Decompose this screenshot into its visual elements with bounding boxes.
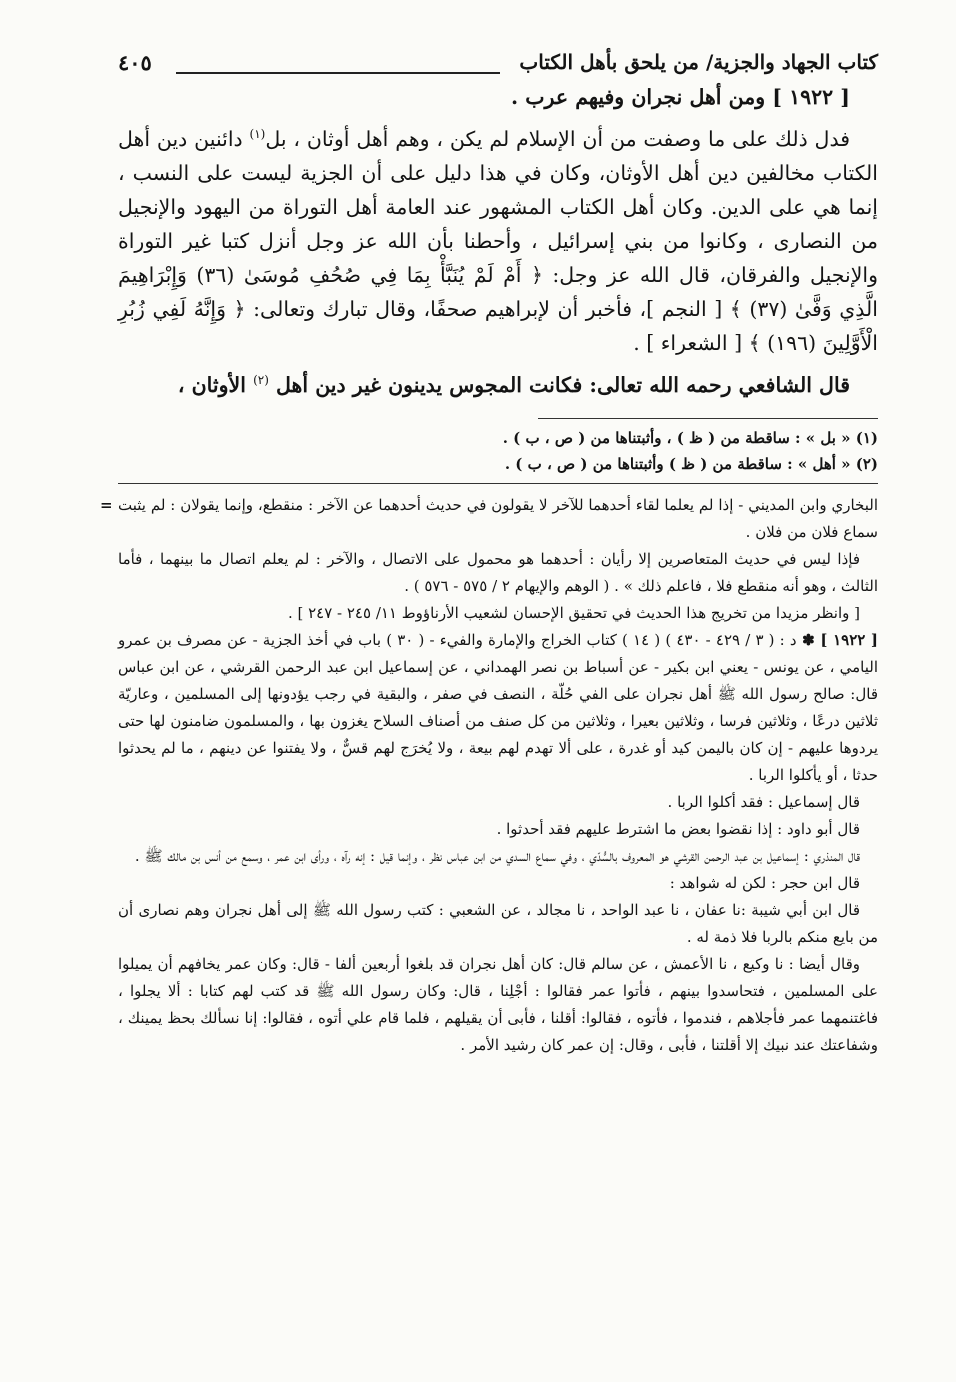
note-text-9: قال ابن أبي شيبة :نا عفان ، نا عبد الواحد ، نا مجالد ، عن الشعبي : كتب رسول الله ﷺ إلى أهل نجران وهم نصارى أن من بايع منكم بالربا فلا ذمة له . bbox=[118, 901, 878, 946]
note-continuation bbox=[100, 492, 879, 546]
hadith-number: [ ١٩٢٢ ] ✽ bbox=[796, 631, 879, 649]
page-number: ٤٠٥ bbox=[118, 50, 152, 75]
footnote-2: (٢) « أهل » : ساقطة من ( ظ ) وأثبتناها من ( ص ، ب ) . bbox=[504, 455, 878, 473]
book-page bbox=[100, 40, 879, 1059]
paragraph-1-part-a: فدل ذلك على ما وصفت من أن الإسلام لم يكن ، وهم أهل أوثان ، بل bbox=[265, 127, 850, 151]
hadith-takhrij bbox=[118, 627, 878, 789]
footnote-rule bbox=[538, 418, 878, 419]
note-text-5: قال إسماعيل : فقد أكلوا الربا . bbox=[667, 793, 860, 811]
note-text-7: قال المنذري : إسماعيل بن عبد الرحمن القرشي هو المعروف بالسُّدّي ، وفي سماع السدي من ابن عباس نظر ، وإنما قيل : إنه رآه ، ورأى ابن عمر ، وسمع من أنس بن مالك ﷺ . bbox=[134, 847, 860, 865]
footnote-ref-2: (٢) bbox=[253, 373, 269, 388]
hadith-heading: [ ١٩٢٢ ] ومن أهل نجران وفيهم عرب . bbox=[510, 85, 850, 109]
note-text-8: قال ابن حجر : لكن له شواهد : bbox=[669, 874, 860, 892]
paragraph-1 bbox=[118, 122, 878, 360]
continuation-mark: = bbox=[100, 496, 113, 514]
note-text-6: قال أبو داود : إذا نقضوا بعض ما اشترط عليهم فقد أحدثوا . bbox=[496, 820, 860, 838]
footnote-ref-1: (١) bbox=[249, 127, 266, 142]
running-header-title: كتاب الجهاد والجزية/ من يلحق بأهل الكتاب bbox=[519, 50, 878, 74]
note-text-1: البخاري وابن المديني - إذا لم يعلما لقاء أحدهما للآخر لا يقولون في حديث أحدهما عن الآخر : منقطع، وإنما يقولان : لم يثبت سماع فلان من فلان . bbox=[118, 496, 879, 541]
notes-separator bbox=[118, 483, 878, 484]
takhrij-text: د : ( ٣ / ٤٢٩ - ٤٣٠ ) ( ١٤ ) كتاب الخراج والإمارة والفيء - ( ٣٠ ) باب في أخذ الجزية - عن مصرف بن عمرو اليامي ، عن يونس - يعني ابن بكير - عن أسباط بن نصر الهمداني ، عن إسماعيل ابن عبد الرحمن القرشي ، عن ابن عباس قال: صالح رسول الله ﷺ أهل نجران على الفي حُلّة ، النصف في صفر ، والبقية في رجب يؤدونها إلى المسلمين ، وعاريّة ثلاثين درعًا ، وثلاثين فرسا ، وثلاثين بعيرا ، وثلاثين من كل صنف من أصناف السلاح يغزون بها ، والمسلمون ضامنون لها حتى يردوها عليهم - إن كان باليمن كيد أو غدرة ، على ألا تهدم لهم بيعة ، ولا يُخرَج لهم قسٌّ ، ولا يفتنوا عن دينهم ، ما لم يحدثوا حدثا ، أو يأكلوا الربا . bbox=[118, 631, 878, 784]
commentary-notes bbox=[100, 492, 879, 1059]
header-rule bbox=[176, 72, 500, 74]
page-header bbox=[118, 40, 878, 80]
paragraph-2 bbox=[118, 368, 878, 402]
paragraph-1-part-b: دائنين دين أهل الكتاب مخالفين دين أهل الأوثان، وكان في هذا دليل على أن الجزية ليست على النسب ، إنما هي على الدين. وكان أهل الكتاب المشهور عند العامة أهل التوراة من اليهود والإنجيل من النصارى ، وكانوا من بني إسرائيل ، وأحطنا بأن الله عز وجل أنزل كتبا غير التوراة والإنجيل والفرقان، قال الله عز وجل: ﴿ أَمْ لَمْ يُنَبَّأْ بِمَا فِي صُحُفِ مُوسَىٰ (٣٦) وَإِبْرَاهِيمَ الَّذِي وَفَّىٰ (٣٧) ﴾ [ النجم ]، فأخبر أن لإبراهيم صحفًا، وقال تبارك وتعالى: ﴿ وَإِنَّهُ لَفِي زُبُرِ الْأَوَّلِينَ (١٩٦) ﴾ [ الشعراء ] . bbox=[118, 127, 878, 355]
footnotes bbox=[118, 425, 878, 477]
paragraph-2-part-b: الأوثان ، bbox=[177, 373, 254, 397]
note-text-10: وقال أيضا : نا وكيع ، نا الأعمش ، عن سالم قال: كان أهل نجران قد بلغوا أربعين ألفا - قال: وكان عمر يخافهم أن يميلوا على المسلمين ، فتحاسدوا بينهم ، فأتوا عمر فقالوا : أجْلِنا ، قال: وكان رسول الله ﷺ قد كتب لهم كتابا : ألا يجلوا ، فاغتنمهما عمر فأجلاهم ، فندموا ، فأتوه ، فقالوا: أقلنا ، فأبى أن يقيلهم ، فلما قام علي أتوه ، فقالوا: إنا نسألك بحظ يمينك ، وشفاعتك عند نبيك إلا أقلتنا ، فأبى ، وقال: إن عمر كان رشيد الأمر . bbox=[118, 955, 878, 1054]
note-text-2: فإذا ليس في حديث المتعاصرين إلا رأيان : أحدهما هو محمول على الاتصال ، والآخر : لم يعلم اتصال ما بينهما ، فأما الثالث ، وهو أنه منقطع فلا ، فاعلم ذلك » . ( الوهم والإيهام ٢ / ٥٧٥ - ٥٧٦ ) . bbox=[118, 550, 878, 595]
note-text-3: [ وانظر مزيدا من تخريج هذا الحديث في تحقيق الإحسان لشعيب الأرناؤوط ١١/ ٢٤٥ - ٢٤٧ ] . bbox=[287, 604, 860, 622]
main-text bbox=[118, 80, 878, 402]
paragraph-2-part-a: قال الشافعي رحمه الله تعالى: فكانت المجوس يدينون غير دين أهل bbox=[268, 373, 850, 397]
footnote-1: (١) « بل » : ساقطة من ( ظ ) ، وأثبتناها من ( ص ، ب ) . bbox=[502, 429, 878, 447]
